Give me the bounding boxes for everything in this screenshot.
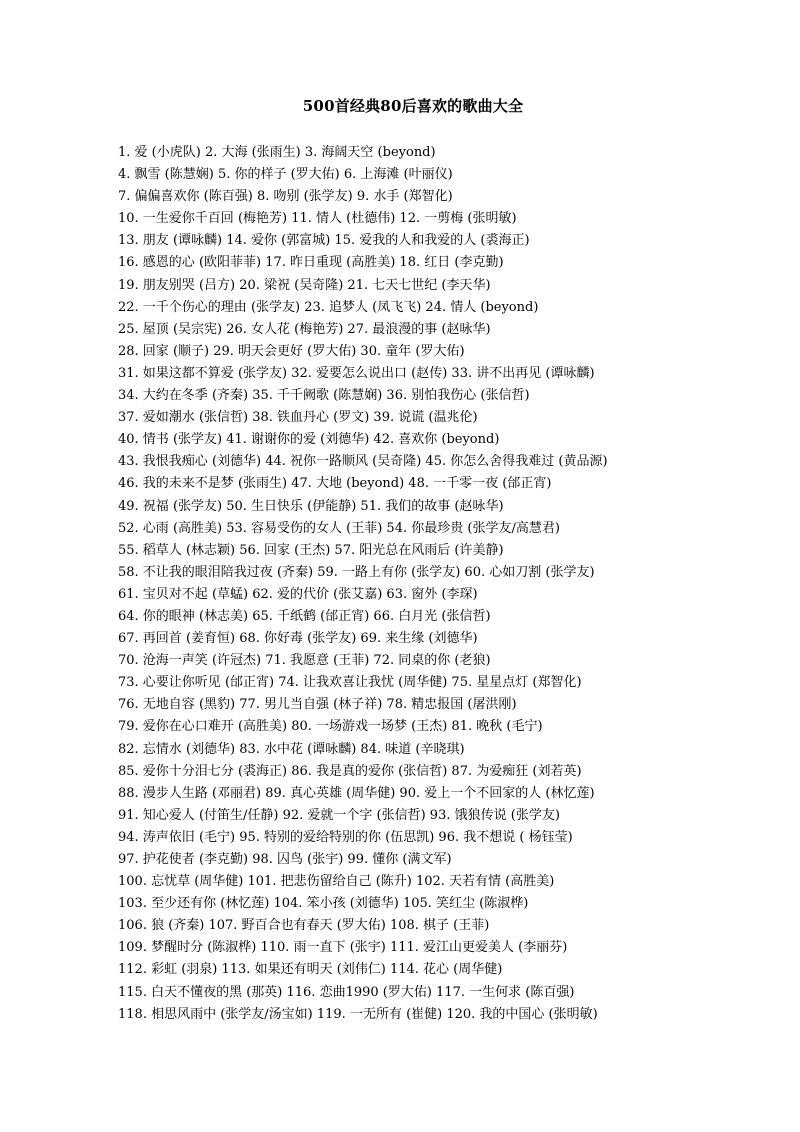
song-list-line: 58. 不让我的眼泪陪我过夜 (齐秦) 59. 一路上有你 (张学友) 60. 心如刀割 (张学友) xyxy=(118,564,595,580)
song-list-line: 79. 爱你在心口难开 (高胜美) 80. 一场游戏一场梦 (王杰) 81. 晚秋 (毛宁) xyxy=(118,719,543,735)
song-list-line: 67. 再回首 (姜育恒) 68. 你好毒 (张学友) 69. 来生缘 (刘德华) xyxy=(118,631,478,647)
song-list-line: 43. 我恨我痴心 (刘德华) 44. 祝你一路顺风 (吴奇隆) 45. 你怎么舍得我难过 (黄品源) xyxy=(118,454,608,470)
song-list-line: 97. 护花使者 (李克勤) 98. 囚鸟 (张宇) 99. 懂你 (满文军) xyxy=(118,852,452,867)
song-list-line: 22. 一千个伤心的理由 (张学友) 23. 追梦人 (凤飞飞) 24. 情人 (beyond) xyxy=(118,299,539,315)
song-list-line: 4. 飘雪 (陈慧娴) 5. 你的样子 (罗大佑) 6. 上海滩 (叶丽仪) xyxy=(118,167,453,183)
song-list-line: 109. 梦醒时分 (陈淑桦) 110. 雨一直下 (张宇) 111. 爱江山更爱美人 (李丽芬) xyxy=(118,940,568,956)
song-list-line: 115. 白天不懂夜的黑 (那英) 116. 恋曲1990 (罗大佑) 117. 一生何求 (陈百强) xyxy=(118,984,575,1000)
song-list-line: 106. 狼 (齐秦) 107. 野百合也有春天 (罗大佑) 108. 棋子 (王菲) xyxy=(118,918,490,934)
song-list-line: 1. 爱 (小虎队) 2. 大海 (张雨生) 3. 海阔天空 (beyond) xyxy=(118,145,436,160)
song-list-line: 73. 心要让你听见 (邰正宵) 74. 让我欢喜让我忧 (周华健) 75. 星星点灯 (郑智化) xyxy=(118,675,582,691)
song-list-line: 28. 回家 (顺子) 29. 明天会更好 (罗大佑) 30. 童年 (罗大佑) xyxy=(118,343,465,359)
song-list-line: 46. 我的未来不是梦 (张雨生) 47. 大地 (beyond) 48. 一千零一夜 (邰正宵) xyxy=(118,476,552,492)
song-list-line: 61. 宝贝对不起 (草蜢) 62. 爱的代价 (张艾嘉) 63. 窗外 (李琛) xyxy=(118,586,478,602)
document-title: 500首经典80后喜欢的歌曲大全 xyxy=(302,97,524,115)
song-list-line: 70. 沧海一声笑 (许冠杰) 71. 我愿意 (王菲) 72. 同桌的你 (老狼) xyxy=(118,653,491,669)
song-list-line: 31. 如果这都不算爱 (张学友) 32. 爱要怎么说出口 (赵传) 33. 讲不出再见 (谭咏麟) xyxy=(118,365,595,381)
song-list-line: 16. 感恩的心 (欧阳菲菲) 17. 昨日重现 (高胜美) 18. 红日 (李克勤) xyxy=(118,255,504,271)
song-list-line: 34. 大约在冬季 (齐秦) 35. 千千阙歌 (陈慧娴) 36. 别怕我伤心 (张信哲) xyxy=(118,388,530,404)
song-list-line: 103. 至少还有你 (林忆莲) 104. 笨小孩 (刘德华) 105. 笑红尘 (陈淑桦) xyxy=(118,896,529,912)
song-list-line: 19. 朋友别哭 (吕方) 20. 梁祝 (吴奇隆) 21. 七天七世纪 (李天华) xyxy=(118,277,491,293)
song-list-line: 52. 心雨 (高胜美) 53. 容易受伤的女人 (王菲) 54. 你最珍贵 (张学友/高慧君) xyxy=(118,520,560,536)
song-list-line: 25. 屋顶 (吴宗宪) 26. 女人花 (梅艳芳) 27. 最浪漫的事 (赵咏华) xyxy=(118,321,491,337)
song-list-line: 118. 相思风雨中 (张学友/汤宝如) 119. 一无所有 (崔健) 120. 我的中国心 (张明敏) xyxy=(118,1006,598,1022)
song-list-line: 85. 爱你十分泪七分 (裘海正) 86. 我是真的爱你 (张信哲) 87. 为爱痴狂 (刘若英) xyxy=(118,763,582,779)
song-list-line: 94. 涛声依旧 (毛宁) 95. 特别的爱给特别的你 (伍思凯) 96. 我不想说 ( 杨钰莹) xyxy=(118,829,573,845)
song-list-line: 88. 漫步人生路 (邓丽君) 89. 真心英雄 (周华健) 90. 爱上一个不回家的人 (林忆莲) xyxy=(118,785,595,801)
song-list-line: 40. 情书 (张学友) 41. 谢谢你的爱 (刘德华) 42. 喜欢你 (beyond) xyxy=(118,432,500,448)
song-list-line: 82. 忘情水 (刘德华) 83. 水中花 (谭咏麟) 84. 味道 (辛晓琪) xyxy=(118,741,465,757)
song-list-line: 64. 你的眼神 (林志美) 65. 千纸鹤 (邰正宵) 66. 白月光 (张信哲) xyxy=(118,608,491,624)
song-list-line: 13. 朋友 (谭咏麟) 14. 爱你 (郭富城) 15. 爱我的人和我爱的人 (裘海正) xyxy=(118,233,530,249)
song-list-line: 55. 稻草人 (林志颖) 56. 回家 (王杰) 57. 阳光总在风雨后 (许美静) xyxy=(118,542,504,558)
song-list-line: 37. 爱如潮水 (张信哲) 38. 铁血丹心 (罗文) 39. 说谎 (温兆伦) xyxy=(118,410,478,426)
song-list-line: 100. 忘忧草 (周华健) 101. 把悲伤留给自己 (陈升) 102. 天若有情 (高胜美) xyxy=(118,874,555,890)
song-list-line: 76. 无地自容 (黑豹) 77. 男儿当自强 (林子祥) 78. 精忠报国 (屠洪刚) xyxy=(118,697,517,713)
song-list-line: 112. 彩虹 (羽泉) 113. 如果还有明天 (刘伟仁) 114. 花心 (周华健) xyxy=(118,962,503,978)
song-list-line: 7. 偏偏喜欢你 (陈百强) 8. 吻别 (张学友) 9. 水手 (郑智化) xyxy=(118,189,453,205)
song-list xyxy=(118,142,758,1026)
song-list-line: 10. 一生爱你千百回 (梅艳芳) 11. 情人 (杜德伟) 12. 一剪梅 (张明敏) xyxy=(118,211,517,227)
song-list-line: 91. 知心爱人 (付笛生/任静) 92. 爱就一个字 (张信哲) 93. 饿狼传说 (张学友) xyxy=(118,807,560,823)
song-list-line: 49. 祝福 (张学友) 50. 生日快乐 (伊能静) 51. 我们的故事 (赵咏华) xyxy=(118,498,504,514)
